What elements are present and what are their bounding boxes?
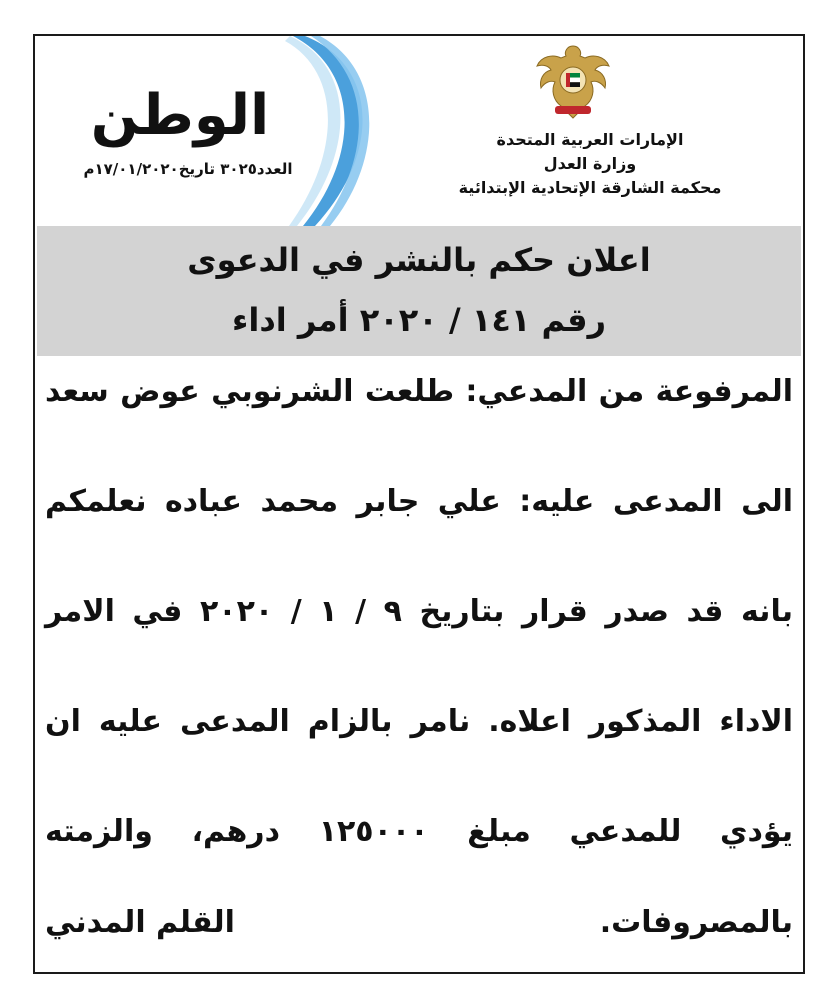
body-line: الاداء المذكور اعلاه. نامر بالزام المدعى عليه ان	[45, 704, 793, 739]
issue-date-line: العدد٣٠٢٥ تاريخ١٧/٠١/٢٠٢٠م	[83, 160, 293, 178]
newspaper-swoosh-icon	[285, 36, 385, 226]
body-line: المرفوعة من المدعي: طلعت الشرنوبي عوض سعد	[45, 374, 793, 409]
closing-text: بالمصروفات.	[599, 905, 793, 940]
case-number: رقم ١٤١ / ٢٠٢٠ أمر اداء	[232, 301, 606, 339]
body-line: بانه قد صدر قرار بتاريخ ٩ / ١ / ٢٠٢٠ في الامر	[45, 594, 793, 629]
uae-emblem-icon	[533, 40, 613, 122]
headline-title: اعلان حكم بالنشر في الدعوى	[187, 241, 651, 279]
body-line: يؤدي للمدعي مبلغ ١٢٥٠٠٠ درهم، والزمته	[45, 814, 794, 849]
authority-block	[400, 128, 780, 200]
newspaper-name: الوطن	[90, 83, 270, 148]
notice-body	[45, 362, 793, 912]
court-name: محكمة الشارقة الإتحادية الإبتدائية	[458, 178, 722, 197]
headline	[37, 230, 801, 350]
signature: القلم المدني	[45, 905, 235, 940]
ministry-name: وزارة العدل	[543, 154, 637, 173]
body-line: الى المدعى عليه: علي جابر محمد عباده نعلمكم	[45, 484, 793, 519]
country-name: الإمارات العربية المتحدة	[496, 130, 684, 149]
notice-closing	[45, 905, 793, 965]
